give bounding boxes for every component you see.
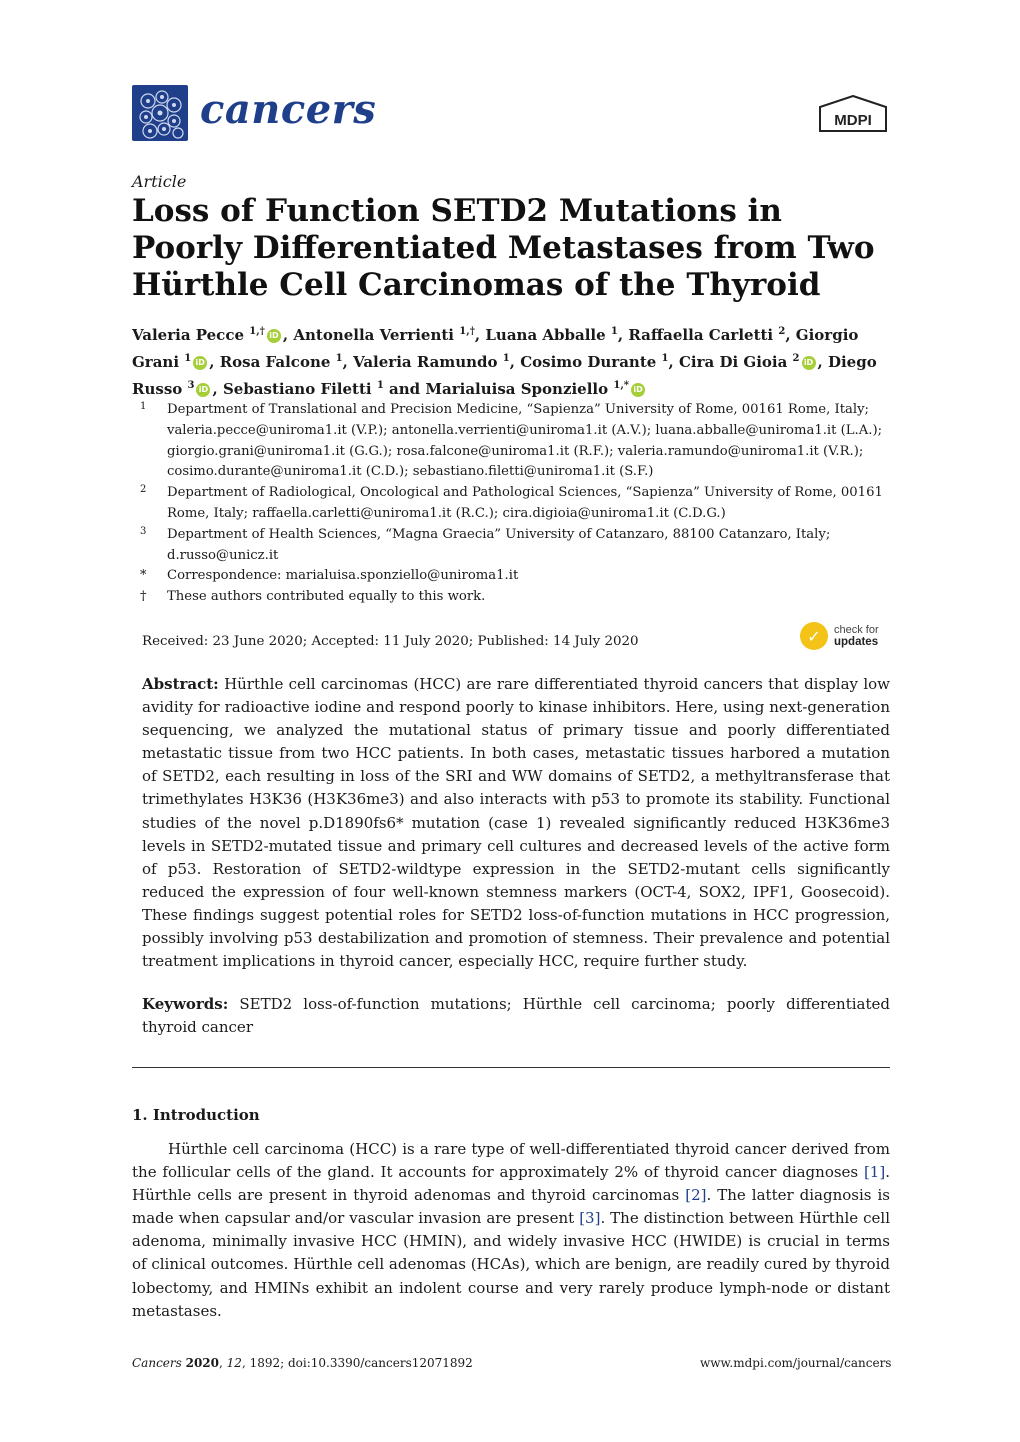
affiliation-text: Department of Translational and Precision Medicine, “Sapienza” University of Rome, 00161 Rome, Italy; valeria.pecce@uniroma1.it (V.P.); antonella.verrienti@uniroma1.it (A.V.); luana.abballe@uniroma1.it (L.A.); giorgio.grani@uniroma1.it (G.G.); rosa.falcone@uniroma1.it (R.F.); valeria.ramundo@uniroma1.it (V.R.); cosimo.durante@uniroma1.it (C.D.); sebastiano.filetti@uniroma1.it (S.F.): [167, 402, 883, 480]
author-name: Valeria Pecce: [132, 326, 244, 344]
publisher-name: MDPI: [834, 112, 872, 129]
orcid-icon[interactable]: iD: [631, 383, 645, 397]
author-name: Raffaella Carletti: [628, 326, 774, 344]
author-affiliation-mark: 1,†: [249, 326, 265, 337]
introduction-paragraph: [132, 1138, 890, 1323]
footer-volume: 12: [226, 1356, 242, 1370]
cells-logo-icon: [132, 85, 188, 141]
paper-title: Loss of Function SETD2 Mutations in Poorly Differentiated Metastases from Two Hürthle Cell Carcinomas of the Thyroid: [132, 193, 875, 303]
author-affiliation-mark: 1: [502, 353, 510, 364]
keywords: [142, 993, 890, 1039]
author-name: Sebastiano Filetti: [222, 380, 372, 398]
author-affiliation-mark: 1: [335, 353, 343, 364]
author-name: Giorgio Grani: [132, 326, 859, 371]
abstract: [142, 673, 890, 973]
author-name: Valeria Ramundo: [353, 353, 498, 371]
citation-link[interactable]: [1]: [863, 1163, 886, 1182]
author-name: Cira Di Gioia: [678, 353, 788, 371]
author-name: Antonella Verrienti: [293, 326, 455, 344]
affiliation-item: [140, 587, 900, 608]
author-affiliation-mark: 1: [610, 326, 618, 337]
article-type: Article: [132, 172, 187, 191]
author-affiliation-mark: 1: [184, 353, 192, 364]
affiliation-item: [140, 483, 900, 525]
intro-text: . Hürthle cells are present in thyroid adenomas and thyroid carcinomas: [132, 1163, 890, 1205]
intro-text: Hürthle cell carcinoma (HCC) is a rare type of well-differentiated thyroid cancer derived from the follicular cells of the gland. It accounts for approximately 2% of thyroid cancer diagnoses: [132, 1140, 890, 1182]
author-name: Diego Russo: [132, 353, 877, 398]
check-label: check for: [834, 624, 879, 636]
footer-citation: Cancers 2020, 12, 1892; doi:10.3390/cancers12071892: [132, 1356, 473, 1370]
affiliation-mark: †: [140, 589, 147, 605]
journal-logo: [132, 85, 188, 141]
author-name: Luana Abballe: [485, 326, 606, 344]
author-name: Cosimo Durante: [520, 353, 657, 371]
footer-journal: Cancers: [132, 1356, 182, 1370]
author-affiliation-mark: 2: [792, 353, 800, 364]
author-list: Valeria Pecce $^{1,\dagger}$ iD , Antonella Verrienti $^{1,\dagger}$, Luana Abballe $^1$, Raffaella Carletti $^2$, Giorgio Grani $^1$ iD , Rosa Falcone $^1$, Valeria Ramundo $^1$, Cosimo Durante $^1$, Cira Di Gioia $^2$ iD , Diego Russo $^3$ iD , Sebastiano Filetti $^1$ and Marialuisa Sponziello $^{1,*}$ iD: [132, 326, 877, 398]
author-affiliation-mark: 1,*: [613, 380, 630, 391]
citation-link[interactable]: [3]: [579, 1209, 601, 1228]
affiliation-text: Department of Health Sciences, “Magna Graecia” University of Catanzaro, 88100 Catanzaro, Italy; d.russo@unicz.it: [167, 526, 831, 563]
author-name: Marialuisa Sponziello: [425, 380, 609, 398]
authors-and: and: [389, 380, 421, 398]
footer-doi: , 1892; doi:10.3390/cancers12071892: [241, 1356, 473, 1370]
intro-text: . The distinction between Hürthle cell adenoma, minimally invasive HCC (HMIN), and widely invasive HCC (HWIDE) is crucial in terms of clinical outcomes. Hürthle cell adenomas (HCAs), which are benign, are readily cured by thyroid lobectomy, and HMINs exhibit an indolent course and very rarely produce lymph-node or distant metastases.: [132, 1209, 891, 1320]
checkmark-icon: ✓: [800, 622, 828, 650]
author-affiliation-mark: 2: [778, 326, 786, 337]
author-name: Rosa Falcone: [219, 353, 331, 371]
affiliation-item: [140, 566, 900, 587]
author-affiliation-mark: 3: [187, 380, 195, 391]
affiliation-item: [140, 400, 900, 483]
keywords-text: SETD2 loss-of-function mutations; Hürthle cell carcinoma; poorly differentiated thyroid cancer: [142, 995, 890, 1037]
section-heading: 1. Introduction: [132, 1106, 260, 1124]
check-for-updates-badge[interactable]: [800, 620, 892, 652]
updates-label: updates: [834, 636, 879, 648]
abstract-text: Hürthle cell carcinomas (HCC) are rare differentiated thyroid cancers that display low avidity for radioactive iodine and respond poorly to kinase inhibitors. Here, using next-generation sequencing, we analyzed the mutational status of primary tissue and poorly differentiated metastatic tissue from two HCC patients. In both cases, metastatic tissues harbored a mutation of SETD2, each resulting in loss of the SRI and WW domains of SETD2, a methyltransferase that trimethylates H3K36 (H3K36me3) and also interacts with p53 to promote its stability. Functional studies of the novel p.D1890fs6* mutation (case 1) revealed significantly reduced H3K36me3 levels in SETD2-mutated tissue and primary cell cultures and decreased levels of the active form of p53. Restoration of SETD2-wildtype expression in the SETD2-mutant cells significantly reduced the expression of four well-known stemness markers (OCT-4, SOX2, IPF1, Goosecoid). These findings suggest potential roles for SETD2 loss-of-function mutations in HCC progression, possibly involving p53 destabilization and promotion of stemness. Their prevalence and potential treatment implications in thyroid cancer, especially HCC, require further study.: [142, 675, 890, 971]
footer-url[interactable]: www.mdpi.com/journal/cancers: [700, 1356, 892, 1370]
affiliation-text: These authors contributed equally to this work.: [167, 589, 486, 605]
affiliation-text: Department of Radiological, Oncological and Pathological Sciences, “Sapienza” University of Rome, 00161 Rome, Italy; raffaella.carletti@uniroma1.it (R.C.); cira.digioia@uniroma1.it (C.D.G.): [167, 485, 883, 521]
orcid-icon[interactable]: iD: [802, 356, 816, 370]
orcid-icon[interactable]: iD: [193, 356, 207, 370]
orcid-icon[interactable]: iD: [196, 383, 210, 397]
affiliation-item: [140, 525, 900, 567]
affiliation-mark: 2: [140, 484, 147, 496]
footer-year: 2020: [185, 1356, 220, 1370]
orcid-icon[interactable]: iD: [267, 329, 281, 343]
affiliation-mark: 3: [140, 525, 147, 537]
abstract-label: Abstract:: [142, 675, 219, 693]
section-divider: [132, 1067, 890, 1068]
affiliations: [140, 400, 900, 608]
intro-text: . The latter diagnosis is made when capsular and/or vascular invasion are present: [132, 1186, 890, 1228]
journal-name: cancers: [200, 86, 377, 133]
affiliation-mark: *: [140, 568, 147, 584]
keywords-label: Keywords:: [142, 995, 229, 1013]
author-affiliation-mark: 1: [661, 353, 669, 364]
mdpi-logo: [818, 95, 888, 135]
author-affiliation-mark: 1,†: [459, 326, 475, 337]
affiliation-mark: 1: [140, 401, 147, 412]
citation-link[interactable]: [2]: [685, 1186, 707, 1205]
publication-dates: Received: 23 June 2020; Accepted: 11 July 2020; Published: 14 July 2020: [142, 634, 639, 649]
author-affiliation-mark: 1: [376, 380, 384, 391]
affiliation-text: Correspondence: marialuisa.sponziello@uniroma1.it: [167, 568, 519, 584]
